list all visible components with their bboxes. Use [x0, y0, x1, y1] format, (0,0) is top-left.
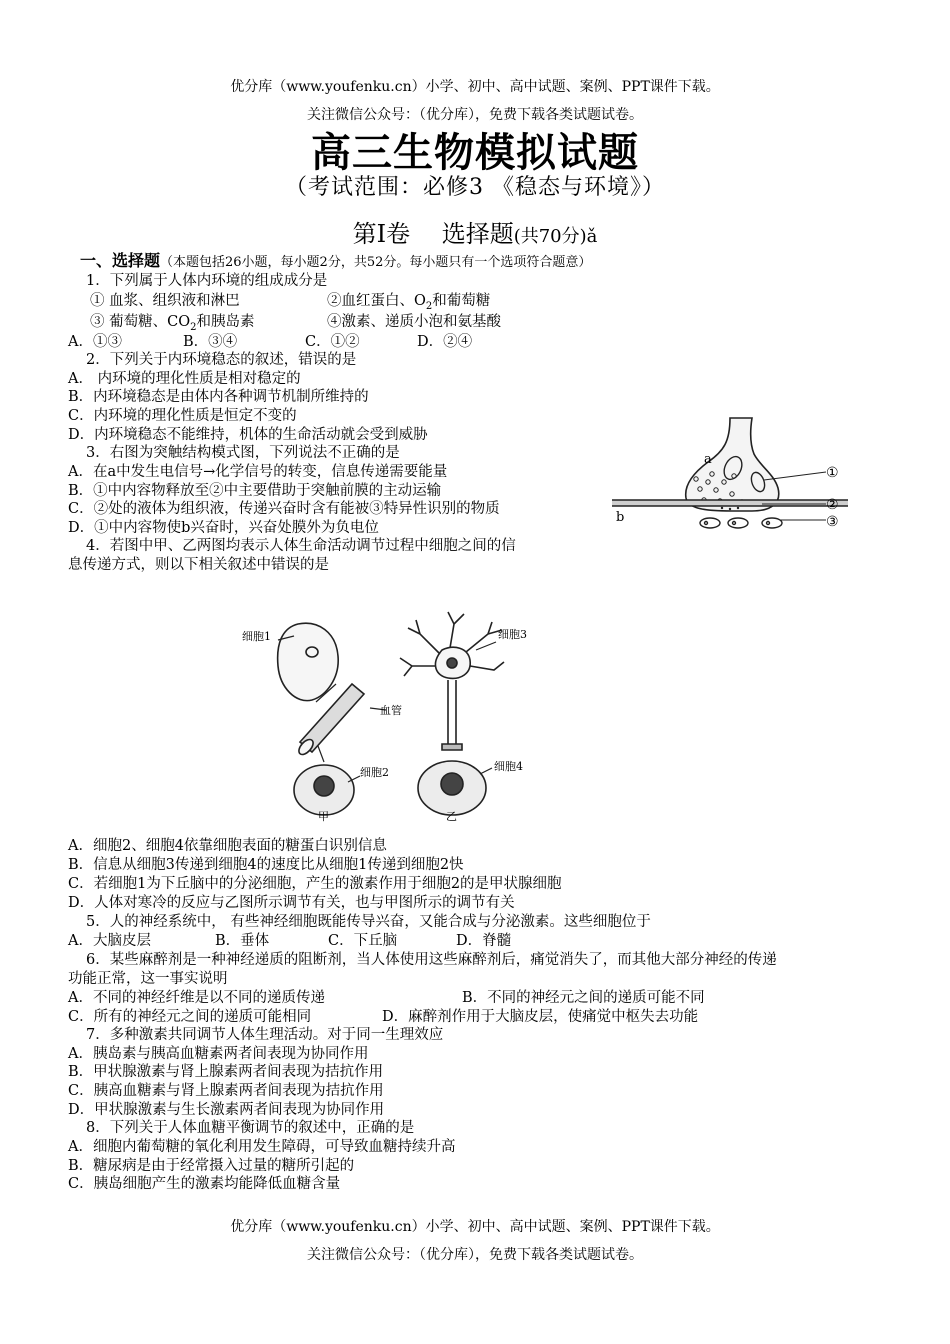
label-cell-3: 细胞3 [498, 628, 527, 641]
q8-stem: 8．下列关于人体血糖平衡调节的叙述中，正确的是 [86, 1120, 415, 1136]
q7-option-d: D．甲状腺激素与生长激素两者间表现为协同作用 [68, 1102, 385, 1118]
synapse-label-3: ③ [826, 514, 839, 530]
synapse-label-a: a [704, 452, 712, 467]
label-cell-1: 细胞1 [242, 630, 271, 643]
q6-option-b: B．不同的神经元之间的递质可能不同 [462, 990, 705, 1006]
q4-stem-2: 息传递方式，则以下相关叙述中错误的是 [68, 557, 329, 573]
section-heading [0, 219, 950, 252]
section-mark: ǎ [586, 226, 598, 247]
q1-option-c: C．①② [305, 334, 360, 350]
q6-stem-1: 6．某些麻醉剂是一种神经递质的阻断剂，当人体使用这些麻醉剂后，痛觉消失了，而其他大部分神经的传递 [86, 952, 777, 968]
q6-option-a: A．不同的神经纤维是以不同的递质传递 [68, 990, 325, 1006]
q3-option-d: D．①中内容物使b兴奋时，兴奋处膜外为负电位 [68, 520, 379, 536]
q2-option-b: B．内环境稳态是由体内各种调节机制所维持的 [68, 389, 369, 405]
page-title: 高三生物模拟试题 [311, 129, 639, 176]
label-cell-2: 细胞2 [360, 766, 389, 779]
q6-option-d: D．麻醉剂作用于大脑皮层，使痛觉中枢失去功能 [382, 1009, 699, 1025]
q1-item-4: ④激素、递质小泡和氨基酸 [327, 314, 501, 330]
q3-option-a: A．在a中发生电信号→化学信号的转变，信息传递需要能量 [68, 464, 448, 480]
footer-line-1: 优分库（www.youfenku.cn）小学、初中、高中试题、案例、PPT课件下载。 [230, 1219, 720, 1235]
q8-option-b: B．糖尿病是由于经常摄入过量的糖所引起的 [68, 1158, 355, 1174]
q1-option-b: B．③④ [183, 334, 238, 350]
page-subtitle: （考试范围：必修3 《稳态与环境》） [285, 175, 665, 200]
q4-stem-1: 4．若图中甲、乙两图均表示人体生命活动调节过程中细胞之间的信 [86, 538, 516, 554]
q5-option-d: D．脊髓 [456, 933, 512, 949]
q1-item-1: ① 血浆、组织液和淋巴 [90, 293, 240, 309]
q3-option-c: C．②处的液体为组织液，传递兴奋时含有能被③特异性识别的物质 [68, 501, 500, 517]
synapse-label-b: b [616, 510, 625, 525]
label-cell-4: 细胞4 [494, 760, 523, 773]
part1-heading [80, 252, 591, 272]
q8-option-a: A．细胞内葡萄糖的氧化利用发生障碍，可导致血糖持续升高 [68, 1139, 456, 1155]
q4-option-d: D．人体对寒冷的反应与乙图所示调节有关，也与甲图所示的调节有关 [68, 895, 515, 911]
q7-option-b: B．甲状腺激素与肾上腺素两者间表现为拮抗作用 [68, 1064, 384, 1080]
q2-option-a: A． 内环境的理化性质是相对稳定的 [68, 371, 301, 387]
label-yi: 乙 [446, 810, 457, 823]
cell-signaling-figure [240, 604, 542, 826]
q2-option-c: C．内环境的理化性质是恒定不变的 [68, 408, 297, 424]
q5-stem: 5．人的神经系统中， 有些神经细胞既能传导兴奋，又能合成与分泌激素。这些细胞位于 [86, 914, 651, 930]
q7-stem: 7．多种激素共同调节人体生理活动。对于同一生理效应 [86, 1027, 444, 1043]
header-line-1: 优分库（www.youfenku.cn）小学、初中、高中试题、案例、PPT课件下载。 [230, 79, 720, 95]
synapse-label-1: ① [826, 465, 839, 481]
q4-option-a: A．细胞2、细胞4依靠细胞表面的糖蛋白识别信息 [68, 838, 387, 854]
label-jia: 甲 [318, 810, 329, 823]
synapse-figure [612, 416, 848, 534]
q2-stem: 2．下列关于内环境稳态的叙述，错误的是 [86, 352, 357, 368]
q5-option-a: A．大脑皮层 [68, 933, 151, 949]
q3-option-b: B．①中内容物释放至②中主要借助于突触前膜的主动运输 [68, 483, 442, 499]
q6-option-c: C．所有的神经元之间的递质可能相同 [68, 1009, 312, 1025]
q8-option-c: C．胰岛细胞产生的激素均能降低血糖含量 [68, 1176, 341, 1192]
q1-item-3: ③ 葡萄糖、$CO_2$和胰岛素 [90, 314, 255, 333]
q7-option-a: A．胰岛素与胰高血糖素两者间表现为协同作用 [68, 1046, 369, 1062]
part1-note: （本题包括26小题，每小题2分，共52分。每小题只有一个选项符合题意） [160, 255, 592, 270]
label-vessel: 血管 [380, 704, 402, 717]
part1-title: 一、选择题 [80, 251, 161, 270]
q2-option-d: D．内环境稳态不能维持，机体的生命活动就会受到威胁 [68, 427, 428, 443]
section-name: 第Ⅰ卷 选择题 [352, 220, 514, 248]
q7-option-c: C．胰高血糖素与肾上腺素两者间表现为拮抗作用 [68, 1083, 384, 1099]
q4-option-b: B．信息从细胞3传递到细胞4的速度比从细胞1传递到细胞2快 [68, 857, 464, 873]
q5-option-b: B．垂体 [215, 933, 270, 949]
q1-stem: 1．下列属于人体内环境的组成成分是 [86, 273, 328, 289]
q1-option-a: A．①③ [68, 334, 122, 350]
q1-item-2: ②血红蛋白、$O_2$和葡萄糖 [327, 293, 491, 312]
q4-option-c: C．若细胞1为下丘脑中的分泌细胞，产生的激素作用于细胞2的是甲状腺细胞 [68, 876, 562, 892]
section-score: (共70分) [513, 226, 587, 247]
header-line-2: 关注微信公众号：（优分库），免费下载各类试题试卷。 [307, 107, 643, 123]
q6-stem-2: 功能正常，这一事实说明 [68, 971, 228, 987]
q3-stem: 3．右图为突触结构模式图，下列说法不正确的是 [86, 445, 400, 461]
synapse-label-2: ② [826, 497, 839, 513]
q1-option-d: D．②④ [417, 334, 473, 350]
footer-line-2: 关注微信公众号：（优分库），免费下载各类试题试卷。 [307, 1247, 643, 1263]
q5-option-c: C．下丘脑 [328, 933, 398, 949]
